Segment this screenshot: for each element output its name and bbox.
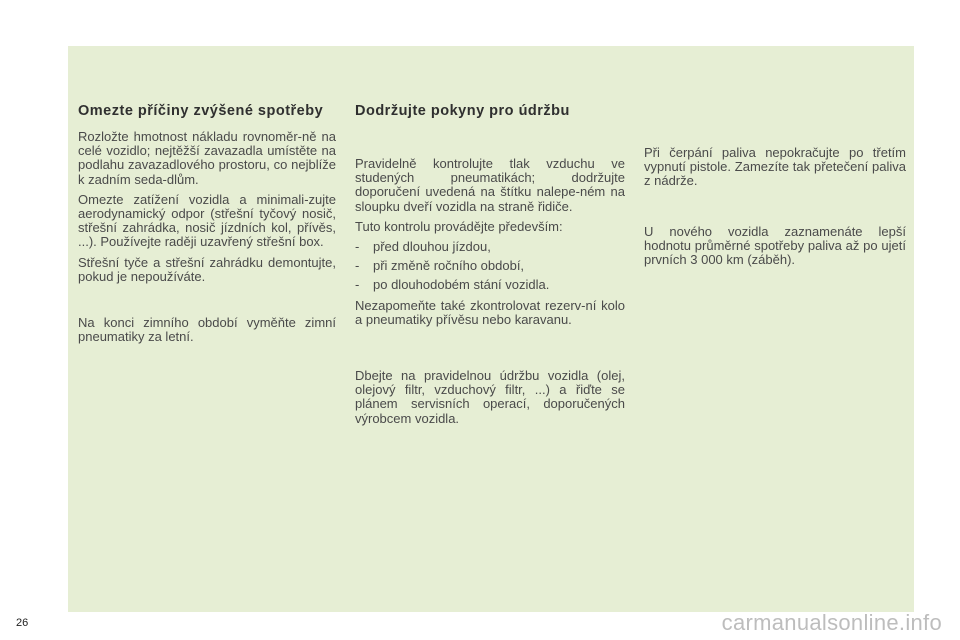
content-panel: [68, 46, 914, 612]
list-dash: -: [355, 239, 360, 255]
heading-maintenance: Dodržujte pokyny pro údržbu: [355, 103, 570, 119]
paragraph-refuelling: Při čerpání paliva nepokračujte po třetím vypnutí pistole. Zamezíte tak přetečení paliva z nádrže.: [644, 145, 906, 189]
list-item: [355, 259, 625, 273]
paragraph-spare-wheel: Nezapomeňte také zkontrolovat rezerv-ní kolo a pneumatiky přívěsu nebo karavanu.: [355, 297, 625, 327]
heading-reduce-consumption: Omezte příčiny zvýšené spotřeby: [78, 103, 324, 119]
paragraph-winter-tyres: Na konci zimního období vyměňte zimní pneumatiky za letní.: [78, 315, 336, 345]
list-item-text: při změně ročního období,: [373, 258, 525, 274]
page-number: 26: [16, 617, 29, 629]
column-fuel-consumption: [78, 103, 336, 350]
paragraph-service-plan: Dbejte na pravidelnou údržbu vozidla (olej, olejový filtr, vzduchový filtr, ...) a řiďte se plánem servisních operací, doporučených výrobcem vozidla.: [355, 368, 625, 426]
column-top-spacer: [644, 103, 906, 146]
list-dash: -: [355, 258, 360, 274]
list-item-text: po dlouhodobém stání vozidla.: [373, 277, 550, 293]
paragraph-check-when: Tuto kontrolu provádějte především:: [355, 218, 563, 234]
paragraph-tyre-pressure: Pravidelně kontrolujte tlak vzduchu ve studených pneumatikách; dodržujte doporučení uvedená na štítku nalepe-ném na sloupku dveří vozidla na straně řidiče.: [355, 156, 625, 214]
list-item-text: před dlouhou jízdou,: [373, 239, 491, 255]
paragraph-load-distribution: Rozložte hmotnost nákladu rovnoměr-ně na celé vozidlo; nejtěžší zavazadla umístěte na podlahu zavazadlového prostoru, co nejblíže k zadním seda-dlům.: [78, 129, 336, 187]
heading-spacer: [355, 130, 625, 157]
column-maintenance: [355, 103, 625, 432]
paragraph-roof-bars: Střešní tyče a střešní zahrádku demontujte, pokud je nepoužíváte.: [78, 254, 336, 284]
column-fuelling: [644, 103, 906, 273]
check-list: [355, 240, 625, 293]
watermark: carmanualsonline.info: [721, 610, 942, 635]
list-item: [355, 278, 625, 292]
paragraph-aerodynamics: Omezte zatížení vozidla a minimali-zujte aerodynamický odpor (střešní tyčový nosič, střešní zahrádka, nosič jízdních kol, přívěs, ...). Používejte raději uzavřený střešní box.: [78, 191, 336, 250]
list-item: [355, 240, 625, 254]
list-dash: -: [355, 277, 360, 293]
paragraph-running-in: U nového vozidla zaznamenáte lepší hodnotu průměrné spotřeby paliva až po ujetí prvních 3 000 km (záběh).: [644, 223, 906, 268]
